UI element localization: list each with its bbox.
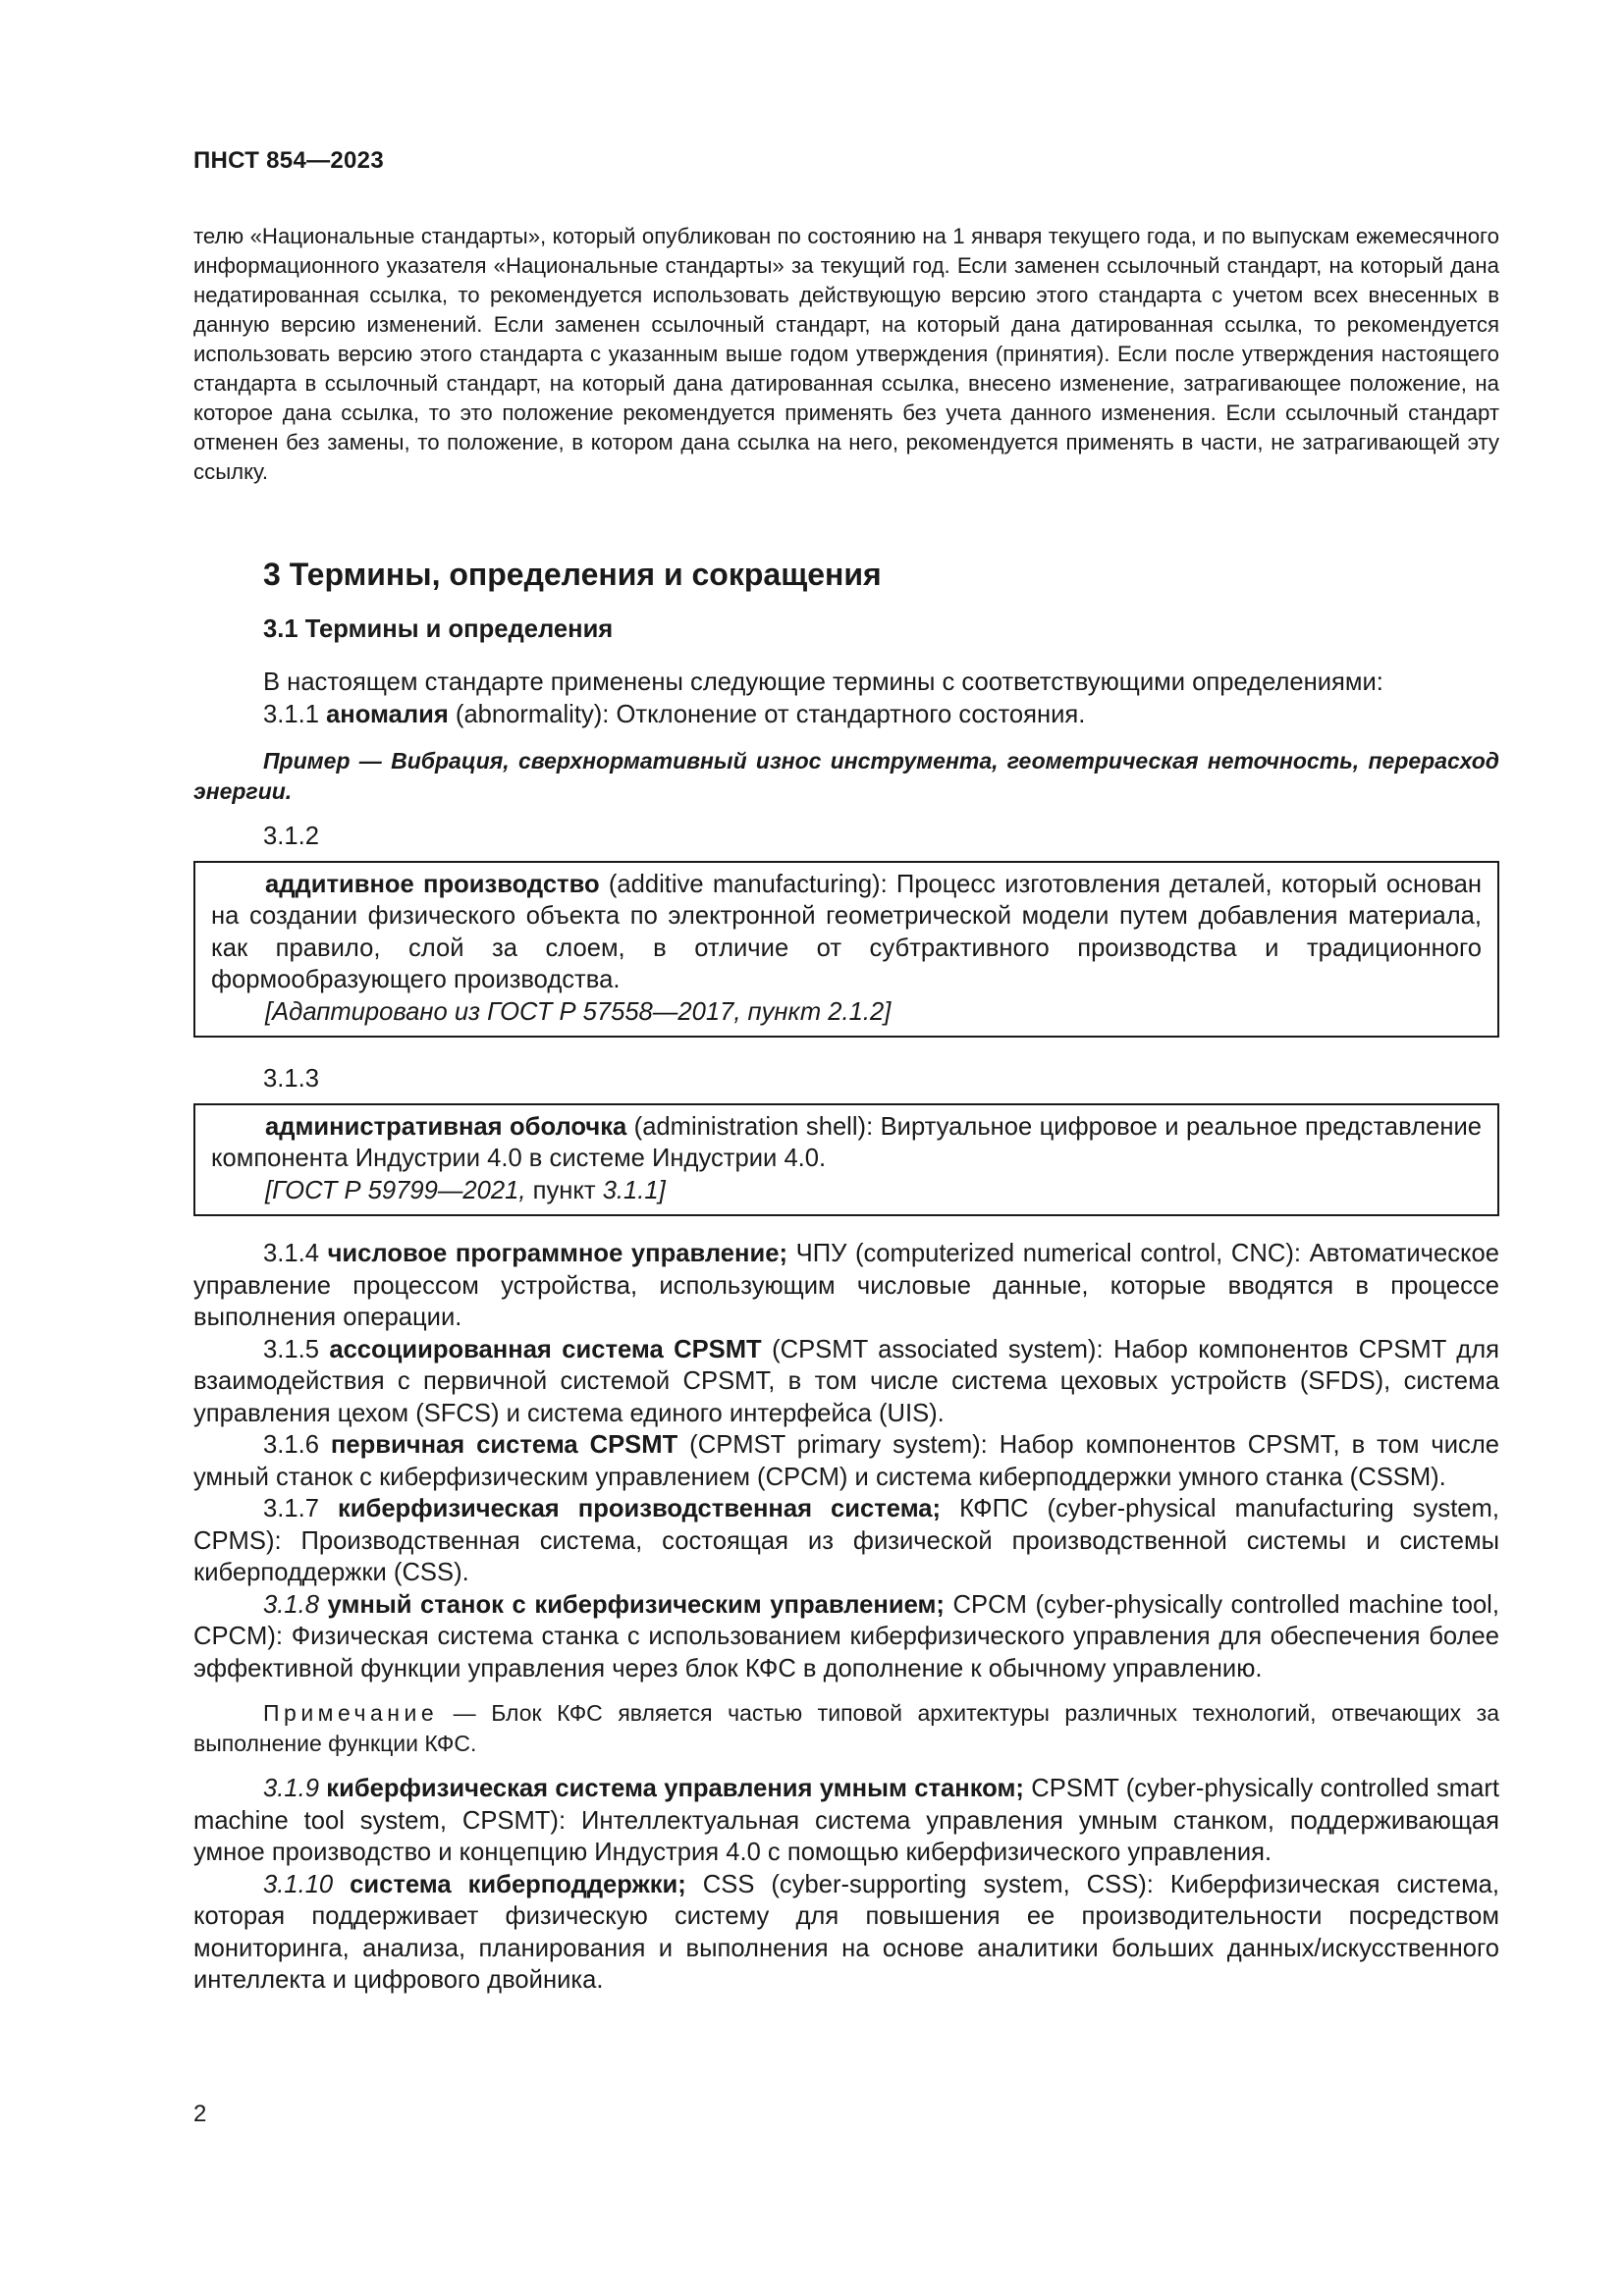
term-3-1-4: 3.1.4 числовое программное управление; ЧПУ (computerized numerical control, CNC): Автоматическое управление процессом устройства, использующим числовые данные, которые вводятся в процессе выполнения операции. bbox=[193, 1240, 1499, 1331]
section-lead: В настоящем стандарте применены следующие термины с соответствующими определениями: bbox=[263, 668, 1383, 696]
term-name: аномалия bbox=[326, 700, 449, 728]
term-name: аддитивное производство bbox=[265, 870, 600, 898]
section-3 bbox=[193, 556, 1499, 1997]
term-number: 3.1.1 bbox=[263, 700, 319, 728]
term-box-3-1-2 bbox=[193, 861, 1499, 1039]
term-3-1-5: 3.1.5 ассоциированная система CPSMT (CPSMT associated system): Набор компонентов CPSMT для взаимодействия с первичной системой CPSMT, в том числе система цеховых устройств (SFDS), система управления цехом (SFCS) и система единого интерфейса (UIS). bbox=[193, 1335, 1499, 1427]
term-3-1-7: 3.1.7 киберфизическая производственная система; КФПС (cyber-physical manufacturing system, CPMS): Производственная система, состоящая из физической производственной системы и системы киберподдержки (CSS). bbox=[193, 1495, 1499, 1586]
subsection-title: 3.1 Термины и определения bbox=[263, 615, 614, 643]
term-name: административная оболочка bbox=[265, 1112, 627, 1141]
term-number-3-1-3: 3.1.3 bbox=[263, 1065, 319, 1093]
terms-list bbox=[193, 1238, 1499, 1997]
term-source: [Адаптировано из ГОСТ Р 57558—2017, пункт 2.1.2] bbox=[265, 997, 892, 1026]
intro-paragraph: телю «Национальные стандарты», который опубликован по состоянию на 1 января текущего года, и по выпускам ежемесячного информационного указателя «Национальные стандарты» за текущий год. Если заменен ссылочный стандарт, на который дана недатированная ссылка, то рекомендуется использовать действующую версию этого стандарта с учетом всех внесенных в данную версию изменений. Если заменен ссылочный стандарт, на который дана датированная ссылка, то рекомендуется использовать версию этого стандарта с указанным выше годом утверждения (принятия). Если после утверждения настоящего стандарта в ссылочный стандарт, на который дана датированная ссылка, внесено изменение, затрагивающее положение, на которое дана ссылка, то это положение рекомендуется применять без учета данного изменения. Если ссылочный стандарт отменен без замены, то положение, в котором дана ссылка на него, рекомендуется применять в части, не затрагивающей эту ссылку. bbox=[193, 224, 1499, 484]
term-definition: (administration shell): Виртуальное цифровое и реальное представление компонента Индустрии 4.0 в системе Индустрии 4.0. bbox=[211, 1112, 1482, 1172]
term-number-3-1-2: 3.1.2 bbox=[263, 823, 319, 850]
section-title: 3 Термины, определения и сокращения bbox=[263, 557, 882, 592]
term-3-1-8: 3.1.8 умный станок с киберфизическим управлением; CPCM (cyber-physically controlled machine tool, CPCM): Физическая система станка с использованием киберфизического управления для обеспечения более эффективной функции управления через блок КФС в дополнение к обычному управлению. bbox=[193, 1590, 1499, 1682]
term-3-1-6: 3.1.6 первичная система CPSMT (CPMST primary system): Набор компонентов CPSMT, в том числе умный станок с киберфизическим управлением (CPCM) и система киберподдержки умного станка (CSSM). bbox=[193, 1431, 1499, 1491]
example-text: Пример — Вибрация, сверхнормативный износ инструмента, геометрическая неточность, перерасход энергии. bbox=[193, 748, 1499, 804]
term-3-1-3 bbox=[211, 1111, 1482, 1175]
document-id: ПНСТ 854—2023 bbox=[193, 147, 384, 174]
term-3-1-10: 3.1.10 система киберподдержки; CSS (cyber-supporting system, CSS): Киберфизическая система, которая поддерживает физическую систему для повышения ее производительности посредством мониторинга, анализа, планирования и выполнения на основе аналитики больших данных/искусственного интеллекта и цифрового двойника. bbox=[193, 1870, 1500, 1994]
term-box-3-1-3 bbox=[193, 1103, 1499, 1217]
note-label: Примечание bbox=[263, 1700, 439, 1726]
note bbox=[193, 1698, 1499, 1759]
term-definition: (abnormality): Отклонение от стандартного состояния. bbox=[448, 700, 1086, 728]
term-source: [ГОСТ Р 59799—2021, пункт 3.1.1] bbox=[265, 1176, 666, 1204]
page-number: 2 bbox=[193, 2101, 207, 2127]
term-3-1-1 bbox=[193, 699, 1499, 731]
term-3-1-9: 3.1.9 киберфизическая система управления умным станком; CPSMT (cyber-physically controlled smart machine tool system, CPSMT): Интеллектуальная система управления умным станком, поддерживающая умное производство и концепцию Индустрия 4.0 с помощью киберфизического управления. bbox=[193, 1775, 1499, 1866]
note-text: — Блок КФС является частью типовой архитектуры различных технологий, отвечающих за выполнение функции КФС. bbox=[193, 1700, 1499, 1756]
term-definition: (additive manufacturing): Процесс изготовления деталей, который основан на создании физического объекта по электронной геометрической модели путем добавления материала, как правило, слой за слоем, в отличие от субтрактивного производства и традиционного формообразующего производства. bbox=[211, 870, 1482, 993]
intro-paragraph-block bbox=[193, 222, 1499, 487]
term-3-1-2 bbox=[211, 869, 1482, 996]
